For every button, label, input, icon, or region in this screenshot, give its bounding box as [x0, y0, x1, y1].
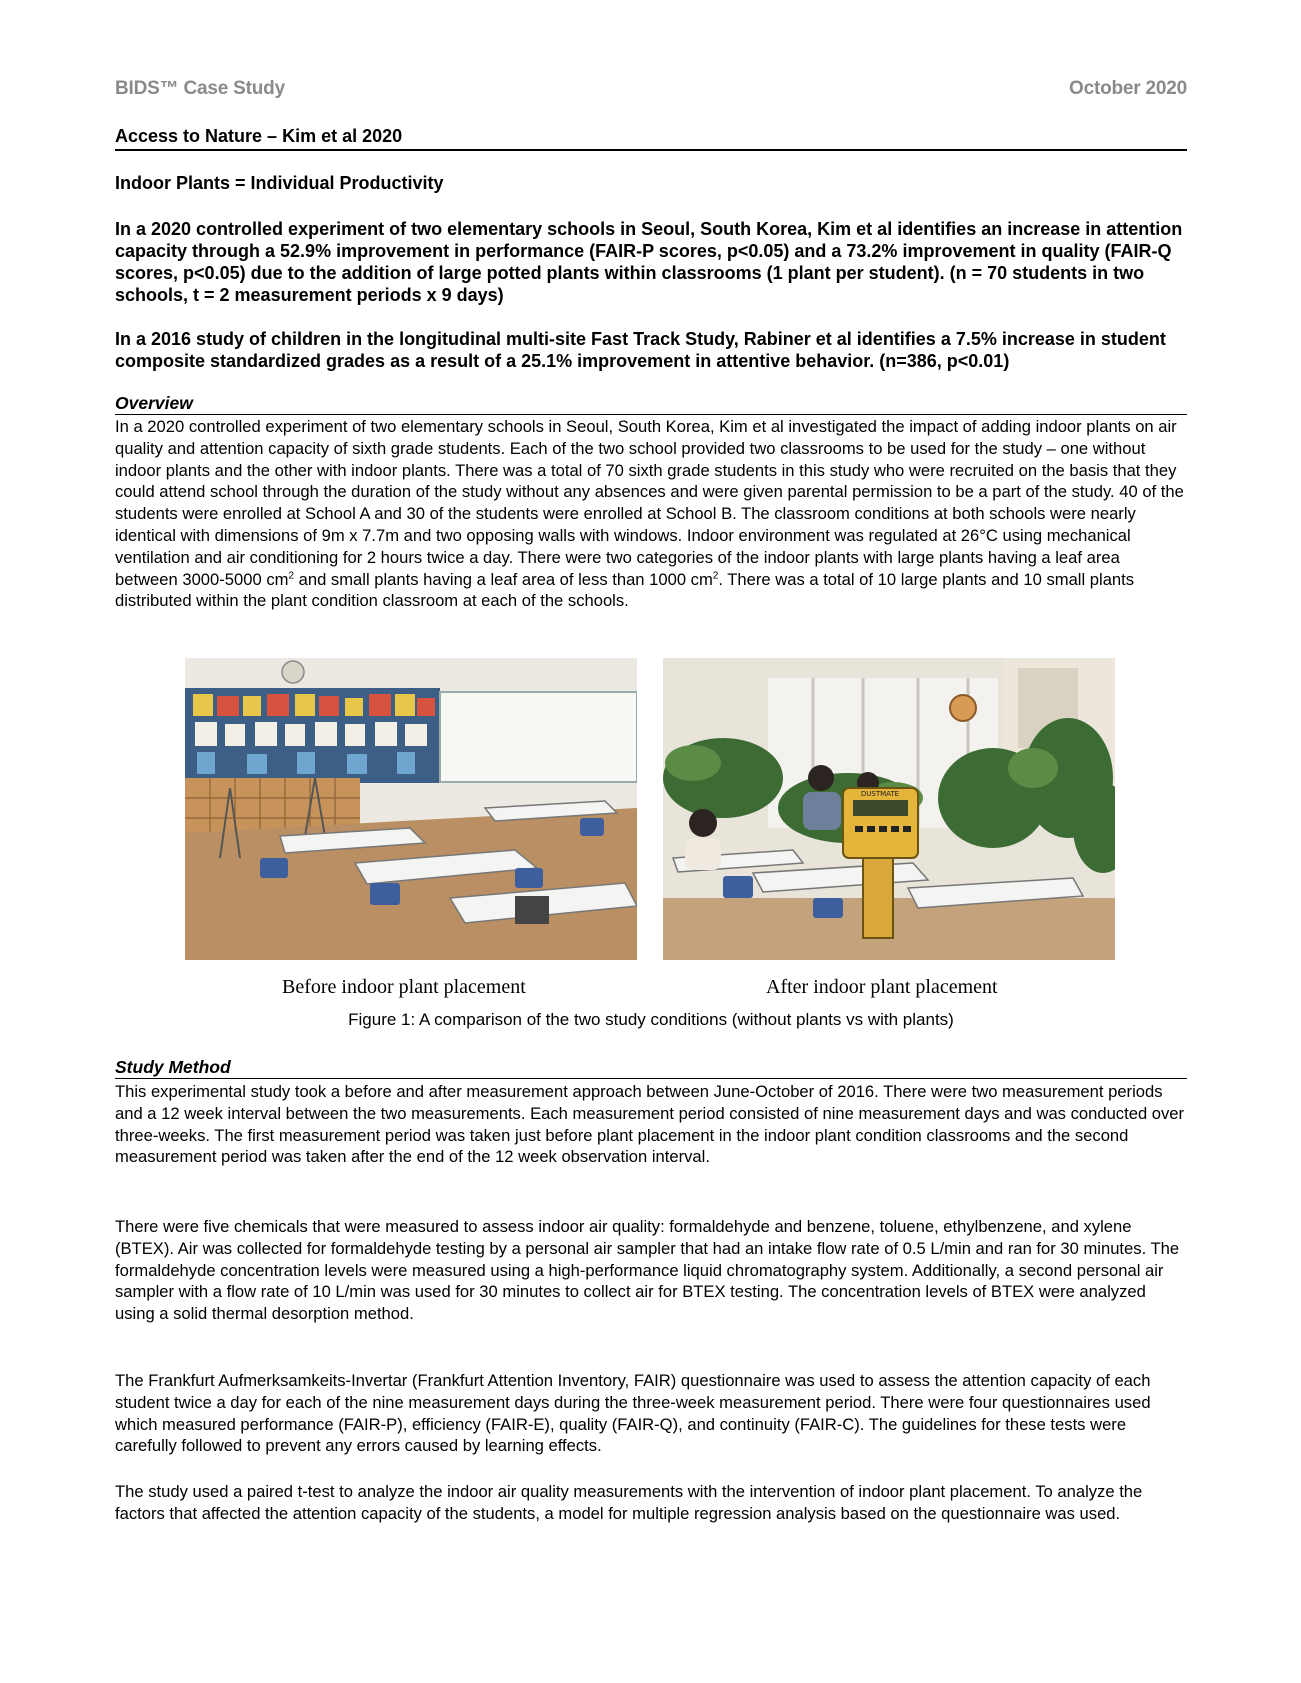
before-classroom-photo [185, 658, 637, 960]
figure-caption: Figure 1: A comparison of the two study conditions (without plants vs with plants) [348, 1010, 954, 1029]
study-method-paragraph: The study used a paired t-test to analyze the indoor air quality measurements with the intervention of indoor plant placement. To analyze the factors that affected the attention capacity of the students, a model for multiple regression analysis based on the questionnaire was used. [115, 1482, 1143, 1523]
caption-after: After indoor plant placement [766, 976, 998, 998]
key-finding-2: In a 2016 study of children in the longitudinal multi-site Fast Track Study, Rabiner et al identifies a 7.5% increase in student composite standardized grades as a result of a 25.1% improvement in attentive behavior. (n=386, p<0.01) [115, 329, 1166, 371]
overview-heading: Overview [115, 393, 1187, 415]
study-method-heading: Study Method [115, 1057, 1187, 1079]
overview-text [115, 416, 1187, 612]
header-date: October 2020 [1069, 78, 1187, 99]
overview-text-part2: and small plants having a leaf area of less than 1000 cm [294, 569, 713, 589]
study-method-paragraph: This experimental study took a before and after measurement approach between June-October of 2016. There were two measurement periods and a 12 week interval between the two measurements. Each measurement period consisted of nine measurement days and was conducted over three-weeks. The first measurement period was taken just before plant placement in the indoor plant condition classrooms and the second measurement period was taken after the end of the 12 week observation interval. [115, 1082, 1185, 1167]
key-finding-1: In a 2020 controlled experiment of two elementary schools in Seoul, South Korea, Kim et al identifies an increase in attention capacity through a 52.9% improvement in performance (FAIR-P scores, p<0.05) and a 73.2% improvement in quality (FAIR-Q scores, p<0.05) due to the addition of large potted plants within classrooms (1 plant per student). (n = 70 students in two schools, t = 2 measurement periods x 9 days) [115, 219, 1183, 305]
after-classroom-photo [663, 658, 1115, 960]
superscript-2: 2 [712, 570, 719, 582]
header-left: BIDS™ Case Study [115, 78, 285, 99]
overview-text-part3: . There was a total of 10 large plants and 10 small plants distributed within the plant condition classroom at each of the schools. [115, 569, 1135, 611]
caption-before: Before indoor plant placement [282, 976, 526, 998]
subtitle: Indoor Plants = Individual Productivity [115, 173, 444, 193]
title-row [115, 126, 1187, 151]
document-title: Access to Nature – Kim et al 2020 [115, 126, 403, 146]
study-method-paragraph: The Frankfurt Aufmerksamkeits-Invertar (Frankfurt Attention Inventory, FAIR) questionnaire was used to assess the attention capacity of each student twice a day for each of the nine measurement days during the three-week measurement period. There were four questionnaires used which measured performance (FAIR-P), efficiency (FAIR-E), quality (FAIR-Q), and continuity (FAIR-C). The guidelines for these tests were carefully followed to prevent any errors caused by learning effects. [115, 1371, 1151, 1456]
study-method-paragraph: There were five chemicals that were measured to assess indoor air quality: formaldehyde and benzene, toluene, ethylbenzene, and xylene (BTEX). Air was collected for formaldehyde testing by a personal air sampler that had an intake flow rate of 0.5 L/min and ran for 30 minutes. The formaldehyde concentration levels were measured using a high-performance liquid chromatography system. Additionally, a second personal air sampler with a flow rate of 10 L/min was used for 30 minutes to collect air for BTEX testing. The concentration levels of BTEX were analyzed using a solid thermal desorption method. [115, 1217, 1180, 1324]
device-label: DUSTMATE [860, 790, 900, 798]
superscript-2: 2 [288, 570, 294, 582]
overview-text-part1: In a 2020 controlled experiment of two elementary schools in Seoul, South Korea, Kim et al investigated the impact of adding indoor plants on air quality and attention capacity of sixth grade students. Each of the two school provided two classrooms to be used for the study – one without indoor plants and the other with indoor plants. There was a total of 70 sixth grade students in this study who were recruited on the basis that they could attend school through the duration of the study without any absences and were given parental permission to be a part of the study. 40 of the students were enrolled at School A and 30 of the students were enrolled at School B. The classroom conditions at both schools were nearly identical with dimensions of 9m x 7.7m and two opposing walls with windows. Indoor environment was regulated at 26°C using mechanical ventilation and air conditioning for 2 hours twice a day. There were two categories of the indoor plants with large plants having a leaf area between 3000-5000 cm [115, 417, 1184, 589]
